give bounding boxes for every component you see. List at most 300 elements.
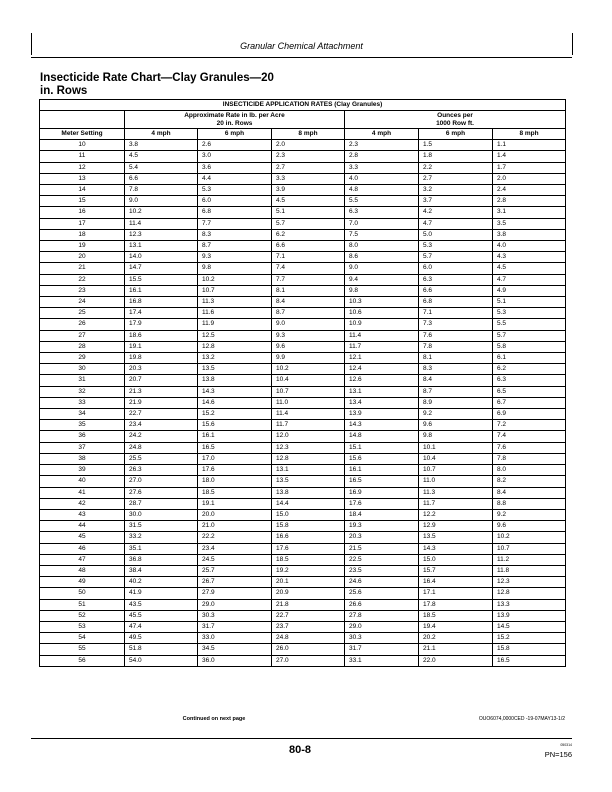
lbs-4mph-cell: 17.9: [125, 319, 198, 330]
lbs-4mph-cell: 4.5: [125, 151, 198, 162]
lbs-6mph-cell: 12.8: [198, 341, 272, 352]
table-row: [40, 420, 566, 431]
table-row: [40, 498, 566, 509]
oz-8mph-cell: 11.8: [493, 565, 566, 576]
oz-8mph-cell: 1.1: [493, 140, 566, 151]
lbs-8mph-cell: 7.1: [272, 252, 345, 263]
meter-setting-cell: 15: [40, 196, 125, 207]
section-title-line-2: in. Rows: [40, 85, 88, 97]
lbs-4mph-cell: 11.4: [125, 218, 198, 229]
lbs-8mph-cell: 6.6: [272, 241, 345, 252]
lbs-4mph-cell: 40.2: [125, 577, 198, 588]
meter-setting-cell: 46: [40, 543, 125, 554]
oz-4mph-cell: 13.4: [345, 397, 419, 408]
oz-4mph-cell: 16.5: [345, 476, 419, 487]
lbs-8mph-cell: 8.4: [272, 297, 345, 308]
lbs-6mph-cell: 15.6: [198, 420, 272, 431]
oz-4mph-cell: 7.0: [345, 218, 419, 229]
table-row: [40, 196, 566, 207]
table-row: [40, 162, 566, 173]
lbs-4mph-cell: 33.2: [125, 532, 198, 543]
column-header-lbs-6mph: 6 mph: [198, 129, 272, 140]
meter-setting-cell: 28: [40, 341, 125, 352]
lbs-4mph-cell: 6.6: [125, 173, 198, 184]
lbs-6mph-cell: 11.6: [198, 308, 272, 319]
oz-8mph-cell: 5.3: [493, 308, 566, 319]
oz-4mph-cell: 25.6: [345, 588, 419, 599]
oz-4mph-cell: 10.9: [345, 319, 419, 330]
oz-8mph-cell: 3.8: [493, 229, 566, 240]
meter-setting-cell: 38: [40, 453, 125, 464]
table-row: [40, 285, 566, 296]
meter-setting-cell: 23: [40, 285, 125, 296]
meter-setting-cell: 41: [40, 487, 125, 498]
lbs-4mph-cell: 17.4: [125, 308, 198, 319]
lbs-8mph-cell: 8.1: [272, 285, 345, 296]
oz-6mph-cell: 17.8: [419, 599, 493, 610]
lbs-6mph-cell: 5.3: [198, 185, 272, 196]
lbs-8mph-cell: 17.6: [272, 543, 345, 554]
oz-6mph-cell: 9.2: [419, 409, 493, 420]
insecticide-rate-table: [39, 99, 566, 667]
page-number: 80-8: [288, 744, 312, 756]
lbs-6mph-cell: 22.2: [198, 532, 272, 543]
lbs-8mph-cell: 22.7: [272, 610, 345, 621]
meter-setting-cell: 55: [40, 644, 125, 655]
table-row: [40, 341, 566, 352]
meter-setting-cell: 45: [40, 532, 125, 543]
oz-4mph-cell: 14.3: [345, 420, 419, 431]
lbs-8mph-cell: 13.1: [272, 465, 345, 476]
lbs-4mph-cell: 5.4: [125, 162, 198, 173]
lbs-4mph-cell: 30.0: [125, 509, 198, 520]
oz-6mph-cell: 21.1: [419, 644, 493, 655]
oz-8mph-cell: 6.2: [493, 364, 566, 375]
lbs-6mph-cell: 29.0: [198, 599, 272, 610]
oz-6mph-cell: 10.4: [419, 453, 493, 464]
oz-8mph-cell: 6.7: [493, 397, 566, 408]
table-title: INSECTICIDE APPLICATION RATES (Clay Granules): [40, 100, 566, 111]
oz-8mph-cell: 9.6: [493, 521, 566, 532]
lbs-4mph-cell: 25.5: [125, 453, 198, 464]
lbs-8mph-cell: 5.7: [272, 218, 345, 229]
oz-4mph-cell: 11.4: [345, 330, 419, 341]
oz-8mph-cell: 6.5: [493, 386, 566, 397]
lbs-6mph-cell: 17.0: [198, 453, 272, 464]
lbs-6mph-cell: 2.6: [198, 140, 272, 151]
column-header-meter-setting: Meter Setting: [40, 129, 125, 140]
lbs-6mph-cell: 10.2: [198, 274, 272, 285]
oz-4mph-cell: 33.1: [345, 655, 419, 666]
lbs-4mph-cell: 3.8: [125, 140, 198, 151]
oz-8mph-cell: 5.8: [493, 341, 566, 352]
oz-8mph-cell: 8.4: [493, 487, 566, 498]
oz-6mph-cell: 6.0: [419, 263, 493, 274]
oz-6mph-cell: 7.1: [419, 308, 493, 319]
oz-8mph-cell: 13.9: [493, 610, 566, 621]
oz-4mph-cell: 6.3: [345, 207, 419, 218]
meter-setting-cell: 22: [40, 274, 125, 285]
lbs-6mph-cell: 25.7: [198, 565, 272, 576]
oz-8mph-cell: 7.8: [493, 453, 566, 464]
oz-6mph-cell: 11.3: [419, 487, 493, 498]
oz-4mph-cell: 2.3: [345, 140, 419, 151]
lbs-8mph-cell: 21.8: [272, 599, 345, 610]
lbs-4mph-cell: 43.5: [125, 599, 198, 610]
table-row: [40, 263, 566, 274]
oz-4mph-cell: 4.8: [345, 185, 419, 196]
meter-setting-cell: 56: [40, 655, 125, 666]
oz-6mph-cell: 17.1: [419, 588, 493, 599]
oz-6mph-cell: 4.7: [419, 218, 493, 229]
table-row: [40, 442, 566, 453]
oz-8mph-cell: 13.3: [493, 599, 566, 610]
meter-setting-cell: 43: [40, 509, 125, 520]
lbs-6mph-cell: 15.2: [198, 409, 272, 420]
table-row: [40, 655, 566, 666]
table-row: [40, 577, 566, 588]
oz-6mph-cell: 8.7: [419, 386, 493, 397]
meter-setting-cell: 10: [40, 140, 125, 151]
table-row: [40, 297, 566, 308]
oz-8mph-cell: 11.2: [493, 554, 566, 565]
lbs-8mph-cell: 11.7: [272, 420, 345, 431]
oz-4mph-cell: 9.8: [345, 285, 419, 296]
oz-8mph-cell: 4.3: [493, 252, 566, 263]
lbs-6mph-cell: 6.8: [198, 207, 272, 218]
table-group-ounces-per-row: [345, 111, 566, 129]
table-row: [40, 521, 566, 532]
oz-6mph-cell: 22.0: [419, 655, 493, 666]
table-row: [40, 218, 566, 229]
footer-divider: [31, 738, 572, 739]
lbs-8mph-cell: 3.9: [272, 185, 345, 196]
meter-setting-cell: 21: [40, 263, 125, 274]
meter-setting-cell: 48: [40, 565, 125, 576]
lbs-6mph-cell: 30.3: [198, 610, 272, 621]
oz-4mph-cell: 15.6: [345, 453, 419, 464]
column-header-oz-6mph: 6 mph: [419, 129, 493, 140]
lbs-6mph-cell: 33.0: [198, 633, 272, 644]
meter-setting-cell: 34: [40, 409, 125, 420]
table-row: [40, 487, 566, 498]
date-code: 050314: [560, 743, 572, 747]
meter-setting-cell: 52: [40, 610, 125, 621]
meter-setting-cell: 44: [40, 521, 125, 532]
table-row: [40, 476, 566, 487]
table-row: [40, 397, 566, 408]
oz-8mph-cell: 5.7: [493, 330, 566, 341]
lbs-4mph-cell: 18.6: [125, 330, 198, 341]
lbs-8mph-cell: 12.3: [272, 442, 345, 453]
lbs-4mph-cell: 26.3: [125, 465, 198, 476]
group-oz-line-1: Ounces per: [437, 112, 473, 119]
oz-4mph-cell: 15.1: [345, 442, 419, 453]
table-row: [40, 453, 566, 464]
meter-setting-cell: 31: [40, 375, 125, 386]
oz-8mph-cell: 3.1: [493, 207, 566, 218]
lbs-8mph-cell: 15.8: [272, 521, 345, 532]
oz-4mph-cell: 7.5: [345, 229, 419, 240]
lbs-4mph-cell: 20.3: [125, 364, 198, 375]
oz-6mph-cell: 9.6: [419, 420, 493, 431]
lbs-6mph-cell: 34.5: [198, 644, 272, 655]
meter-setting-cell: 27: [40, 330, 125, 341]
meter-setting-cell: 16: [40, 207, 125, 218]
table-row: [40, 465, 566, 476]
oz-8mph-cell: 9.2: [493, 509, 566, 520]
oz-6mph-cell: 11.7: [419, 498, 493, 509]
oz-4mph-cell: 12.4: [345, 364, 419, 375]
oz-4mph-cell: 24.6: [345, 577, 419, 588]
table-row: [40, 151, 566, 162]
lbs-4mph-cell: 19.1: [125, 341, 198, 352]
meter-setting-cell: 19: [40, 241, 125, 252]
lbs-4mph-cell: 51.8: [125, 644, 198, 655]
oz-8mph-cell: 16.5: [493, 655, 566, 666]
lbs-6mph-cell: 12.5: [198, 330, 272, 341]
lbs-4mph-cell: 14.7: [125, 263, 198, 274]
lbs-8mph-cell: 20.9: [272, 588, 345, 599]
oz-8mph-cell: 8.2: [493, 476, 566, 487]
table-row: [40, 207, 566, 218]
oz-6mph-cell: 12.9: [419, 521, 493, 532]
oz-8mph-cell: 4.7: [493, 274, 566, 285]
table-body: [40, 140, 566, 667]
oz-4mph-cell: 31.7: [345, 644, 419, 655]
lbs-4mph-cell: 41.9: [125, 588, 198, 599]
lbs-8mph-cell: 8.7: [272, 308, 345, 319]
lbs-6mph-cell: 13.2: [198, 353, 272, 364]
oz-6mph-cell: 2.7: [419, 173, 493, 184]
lbs-4mph-cell: 24.2: [125, 431, 198, 442]
lbs-8mph-cell: 7.4: [272, 263, 345, 274]
lbs-6mph-cell: 20.0: [198, 509, 272, 520]
meter-setting-cell: 51: [40, 599, 125, 610]
oz-6mph-cell: 1.8: [419, 151, 493, 162]
lbs-4mph-cell: 27.6: [125, 487, 198, 498]
lbs-4mph-cell: 16.1: [125, 285, 198, 296]
oz-8mph-cell: 3.5: [493, 218, 566, 229]
meter-setting-cell: 24: [40, 297, 125, 308]
lbs-6mph-cell: 17.6: [198, 465, 272, 476]
lbs-4mph-cell: 19.8: [125, 353, 198, 364]
lbs-8mph-cell: 11.4: [272, 409, 345, 420]
lbs-6mph-cell: 9.8: [198, 263, 272, 274]
lbs-8mph-cell: 23.7: [272, 621, 345, 632]
lbs-8mph-cell: 2.7: [272, 162, 345, 173]
table-row: [40, 364, 566, 375]
lbs-4mph-cell: 24.8: [125, 442, 198, 453]
lbs-6mph-cell: 11.3: [198, 297, 272, 308]
column-header-lbs-8mph: 8 mph: [272, 129, 345, 140]
oz-4mph-cell: 16.1: [345, 465, 419, 476]
oz-6mph-cell: 1.5: [419, 140, 493, 151]
oz-6mph-cell: 10.1: [419, 442, 493, 453]
lbs-4mph-cell: 27.0: [125, 476, 198, 487]
table-row: [40, 229, 566, 240]
lbs-6mph-cell: 9.3: [198, 252, 272, 263]
oz-6mph-cell: 3.7: [419, 196, 493, 207]
lbs-6mph-cell: 3.0: [198, 151, 272, 162]
oz-8mph-cell: 10.7: [493, 543, 566, 554]
table-row: [40, 543, 566, 554]
table-row: [40, 330, 566, 341]
meter-setting-cell: 13: [40, 173, 125, 184]
lbs-8mph-cell: 11.0: [272, 397, 345, 408]
oz-6mph-cell: 14.3: [419, 543, 493, 554]
oz-6mph-cell: 5.0: [419, 229, 493, 240]
lbs-4mph-cell: 36.8: [125, 554, 198, 565]
oz-8mph-cell: 7.2: [493, 420, 566, 431]
oz-8mph-cell: 6.1: [493, 353, 566, 364]
lbs-8mph-cell: 20.1: [272, 577, 345, 588]
document-reference: OUO6074,0000CED -19-07MAY13-1/2: [478, 716, 565, 722]
oz-6mph-cell: 9.8: [419, 431, 493, 442]
lbs-8mph-cell: 13.5: [272, 476, 345, 487]
oz-6mph-cell: 7.6: [419, 330, 493, 341]
oz-6mph-cell: 2.2: [419, 162, 493, 173]
lbs-4mph-cell: 9.0: [125, 196, 198, 207]
meter-setting-cell: 37: [40, 442, 125, 453]
oz-6mph-cell: 10.7: [419, 465, 493, 476]
oz-8mph-cell: 5.5: [493, 319, 566, 330]
oz-4mph-cell: 14.8: [345, 431, 419, 442]
oz-4mph-cell: 29.0: [345, 621, 419, 632]
lbs-6mph-cell: 16.1: [198, 431, 272, 442]
lbs-4mph-cell: 7.8: [125, 185, 198, 196]
meter-setting-cell: 30: [40, 364, 125, 375]
table-row: [40, 386, 566, 397]
oz-4mph-cell: 3.3: [345, 162, 419, 173]
lbs-6mph-cell: 13.5: [198, 364, 272, 375]
lbs-8mph-cell: 2.3: [272, 151, 345, 162]
lbs-8mph-cell: 15.0: [272, 509, 345, 520]
oz-8mph-cell: 14.5: [493, 621, 566, 632]
table-row: [40, 353, 566, 364]
oz-6mph-cell: 12.2: [419, 509, 493, 520]
lbs-6mph-cell: 21.0: [198, 521, 272, 532]
oz-8mph-cell: 4.9: [493, 285, 566, 296]
oz-4mph-cell: 11.7: [345, 341, 419, 352]
lbs-4mph-cell: 28.7: [125, 498, 198, 509]
lbs-4mph-cell: 21.3: [125, 386, 198, 397]
table-row: [40, 509, 566, 520]
oz-4mph-cell: 17.6: [345, 498, 419, 509]
oz-4mph-cell: 9.0: [345, 263, 419, 274]
oz-4mph-cell: 10.3: [345, 297, 419, 308]
column-header-lbs-4mph: 4 mph: [125, 129, 198, 140]
meter-setting-cell: 53: [40, 621, 125, 632]
oz-8mph-cell: 7.4: [493, 431, 566, 442]
table-row: [40, 554, 566, 565]
header-divider: [31, 57, 572, 58]
lbs-6mph-cell: 10.7: [198, 285, 272, 296]
oz-8mph-cell: 1.7: [493, 162, 566, 173]
lbs-6mph-cell: 18.0: [198, 476, 272, 487]
oz-6mph-cell: 6.3: [419, 274, 493, 285]
lbs-4mph-cell: 21.9: [125, 397, 198, 408]
oz-4mph-cell: 19.3: [345, 521, 419, 532]
oz-8mph-cell: 6.9: [493, 409, 566, 420]
table-row: [40, 173, 566, 184]
lbs-6mph-cell: 27.9: [198, 588, 272, 599]
running-header-title: Granular Chemical Attachment: [240, 41, 363, 51]
lbs-4mph-cell: 16.8: [125, 297, 198, 308]
meter-setting-cell: 49: [40, 577, 125, 588]
table-row: [40, 431, 566, 442]
table-row: [40, 633, 566, 644]
oz-6mph-cell: 5.3: [419, 241, 493, 252]
lbs-6mph-cell: 3.6: [198, 162, 272, 173]
lbs-8mph-cell: 3.3: [272, 173, 345, 184]
lbs-8mph-cell: 9.3: [272, 330, 345, 341]
lbs-4mph-cell: 14.0: [125, 252, 198, 263]
oz-4mph-cell: 26.6: [345, 599, 419, 610]
oz-4mph-cell: 27.8: [345, 610, 419, 621]
lbs-6mph-cell: 36.0: [198, 655, 272, 666]
group-lbs-line-1: Approximate Rate in lb. per Acre: [184, 112, 285, 119]
meter-setting-cell: 26: [40, 319, 125, 330]
table-row: [40, 588, 566, 599]
lbs-6mph-cell: 13.8: [198, 375, 272, 386]
meter-setting-cell: 14: [40, 185, 125, 196]
section-title: [40, 72, 360, 98]
table-group-lbs-per-acre: [125, 111, 345, 129]
table-row: [40, 319, 566, 330]
oz-4mph-cell: 12.1: [345, 353, 419, 364]
oz-8mph-cell: 7.6: [493, 442, 566, 453]
lbs-4mph-cell: 45.5: [125, 610, 198, 621]
lbs-8mph-cell: 12.0: [272, 431, 345, 442]
lbs-8mph-cell: 9.0: [272, 319, 345, 330]
table-row: [40, 621, 566, 632]
table-row: [40, 252, 566, 263]
lbs-8mph-cell: 10.2: [272, 364, 345, 375]
meter-setting-cell: 50: [40, 588, 125, 599]
meter-setting-cell: 20: [40, 252, 125, 263]
table-row: [40, 644, 566, 655]
oz-6mph-cell: 13.5: [419, 532, 493, 543]
lbs-8mph-cell: 19.2: [272, 565, 345, 576]
oz-8mph-cell: 8.0: [493, 465, 566, 476]
oz-6mph-cell: 15.0: [419, 554, 493, 565]
lbs-8mph-cell: 12.8: [272, 453, 345, 464]
meter-setting-cell: 39: [40, 465, 125, 476]
meter-setting-cell: 40: [40, 476, 125, 487]
oz-6mph-cell: 16.4: [419, 577, 493, 588]
table-row: [40, 274, 566, 285]
lbs-6mph-cell: 11.9: [198, 319, 272, 330]
table-row: [40, 610, 566, 621]
table-row: [40, 308, 566, 319]
oz-8mph-cell: 12.8: [493, 588, 566, 599]
oz-4mph-cell: 8.0: [345, 241, 419, 252]
lbs-8mph-cell: 16.6: [272, 532, 345, 543]
lbs-4mph-cell: 54.0: [125, 655, 198, 666]
lbs-4mph-cell: 13.1: [125, 241, 198, 252]
lbs-6mph-cell: 23.4: [198, 543, 272, 554]
lbs-4mph-cell: 10.2: [125, 207, 198, 218]
oz-4mph-cell: 2.8: [345, 151, 419, 162]
lbs-8mph-cell: 27.0: [272, 655, 345, 666]
column-header-oz-4mph: 4 mph: [345, 129, 419, 140]
oz-4mph-cell: 16.9: [345, 487, 419, 498]
lbs-8mph-cell: 2.0: [272, 140, 345, 151]
oz-8mph-cell: 1.4: [493, 151, 566, 162]
oz-6mph-cell: 20.2: [419, 633, 493, 644]
oz-4mph-cell: 21.5: [345, 543, 419, 554]
